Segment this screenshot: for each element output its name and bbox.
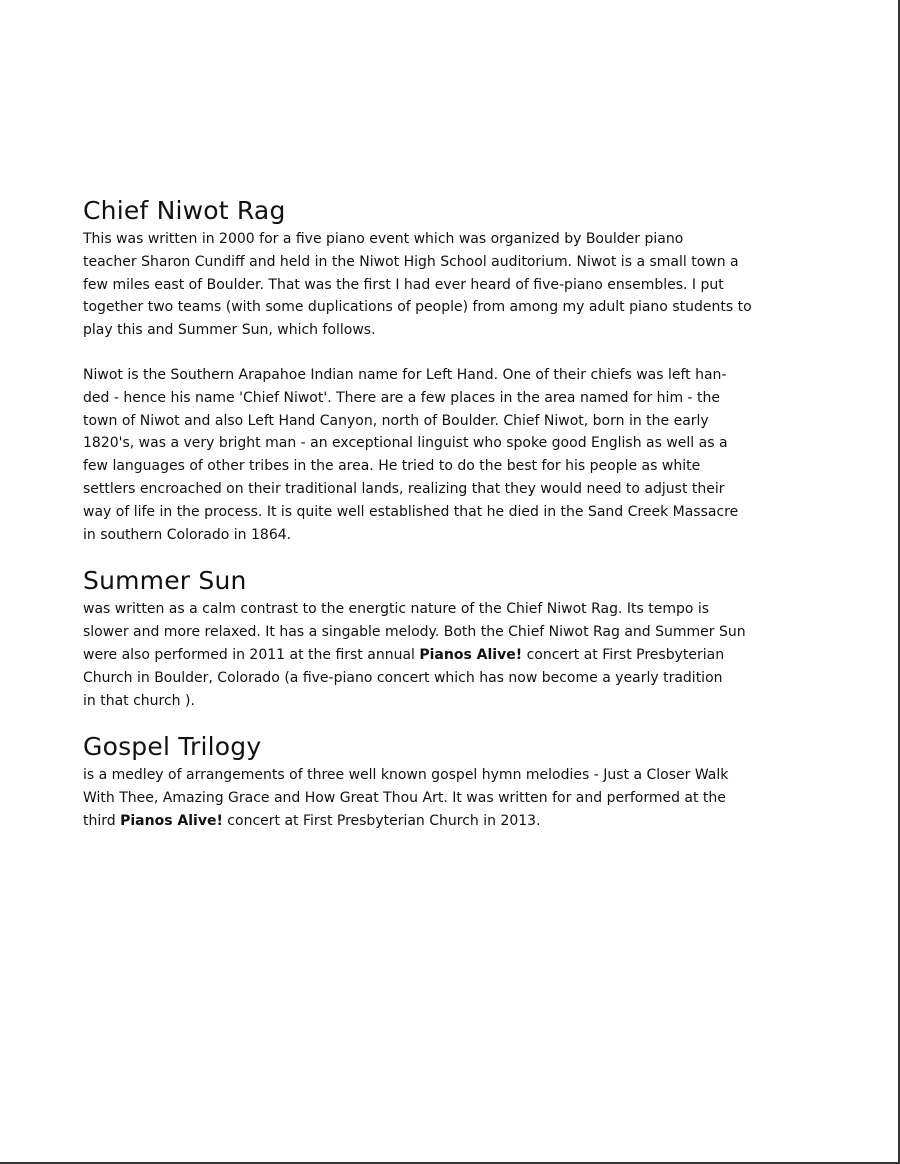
text-line: slower and more relaxed. It has a singable melody. Both the Chief Niwot Rag and Summer Sun xyxy=(83,624,746,641)
text-line: in southern Colorado in 1864. xyxy=(83,526,292,543)
section-summer-sun xyxy=(83,564,823,712)
paragraph xyxy=(83,364,823,546)
text-run: concert at First Presbyterian Church in 2013. xyxy=(222,812,541,829)
paragraph xyxy=(83,764,823,832)
paragraph xyxy=(83,598,823,712)
text-run: were also performed in 2011 at the first annual xyxy=(83,646,420,663)
text-line: few miles east of Boulder. That was the first I had ever heard of five-piano ensembles. I put xyxy=(83,276,724,293)
text-line: Church in Boulder, Colorado (a five-piano concert which has now become a yearly tradition xyxy=(83,669,723,686)
document-content xyxy=(83,194,823,833)
section-heading: Summer Sun xyxy=(83,566,247,596)
text-line xyxy=(83,644,823,667)
text-line: ded - hence his name 'Chief Niwot'. There are a few places in the area named for him - the xyxy=(83,389,721,406)
text-line: settlers encroached on their traditional lands, realizing that they would need to adjust their xyxy=(83,480,725,497)
text-line: This was written in 2000 for a five piano event which was organized by Boulder piano xyxy=(83,231,684,247)
text-line: was written as a calm contrast to the energtic nature of the Chief Niwot Rag. Its tempo is xyxy=(83,601,710,618)
section-heading: Chief Niwot Rag xyxy=(83,196,286,225)
text-line: few languages of other tribes in the area. He tried to do the best for his people as white xyxy=(83,458,701,475)
concert-name-bold: Pianos Alive! xyxy=(419,646,523,663)
text-line xyxy=(83,810,823,833)
text-run: concert at First Presbyterian xyxy=(522,646,725,663)
section-heading: Gospel Trilogy xyxy=(83,732,262,762)
text-line: way of life in the process. It is quite well established that he died in the Sand Creek Massacre xyxy=(83,503,739,520)
text-line: together two teams (with some duplications of people) from among my adult piano students to xyxy=(83,299,752,316)
text-line: With Thee, Amazing Grace and How Great Thou Art. It was written for and performed at the xyxy=(83,790,726,807)
text-line: 1820's, was a very bright man - an exceptional linguist who spoke good English as well as a xyxy=(83,435,728,452)
concert-name-bold: Pianos Alive! xyxy=(120,812,223,829)
text-line: is a medley of arrangements of three well known gospel hymn melodies - Just a Closer Walk xyxy=(83,767,729,784)
text-line: teacher Sharon Cundiff and held in the Niwot High School auditorium. Niwot is a small town a xyxy=(83,253,739,270)
text-line: Niwot is the Southern Arapahoe Indian name for Left Hand. One of their chiefs was left han- xyxy=(83,366,727,383)
text-line: in that church ). xyxy=(83,692,195,709)
text-line: town of Niwot and also Left Hand Canyon, north of Boulder. Chief Niwot, born in the early xyxy=(83,412,709,429)
text-line: play this and Summer Sun, which follows. xyxy=(83,322,376,339)
text-run: third xyxy=(83,812,121,829)
section-chief-niwot-rag xyxy=(83,194,823,546)
section-gospel-trilogy xyxy=(83,730,823,832)
paragraph xyxy=(83,228,823,342)
